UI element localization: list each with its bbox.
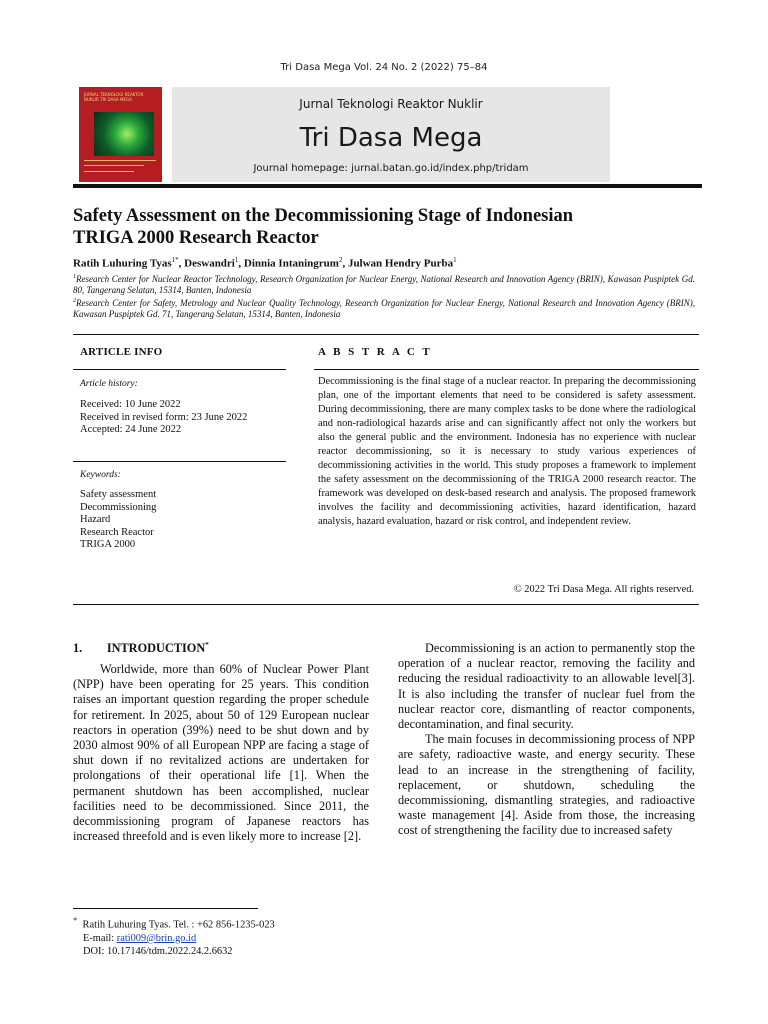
author-name: Dinnia Intaningrum bbox=[243, 257, 339, 270]
body-paragraph: Worldwide, more than 60% of Nuclear Power Plant (NPP) have been operating for 25 years. This condition raises an important question regarding the proper schedule for retirement. In 2025, about 50 of 129 European nuclear reactors in operation (39%) need to be shut down and by 2030 almost 90% of all European NPP are facing a stage of shut down if no revitalized actions are undertaken for prolongations of their operational life [1]. When the permanent shutdown has been accomplished, nuclear facilities need to be decommissioned. Since 2011, the decommissioning program of Japanese reactors has increased threefold and is even likely more to increase [2]. bbox=[73, 662, 369, 844]
doi: DOI: 10.17146/tdm.2022.24.2.6632 bbox=[83, 946, 233, 958]
journal-cover-image bbox=[79, 87, 162, 182]
abstract-text: Decommissioning is the final stage of a nuclear reactor. In preparing the decommissioning plan, one of the important elements that need to be considered is safety assessment. During decommissioning, there are many complex tasks to be done where the radiological and non-radiological hazards arise and can significantly affect not only the workers but also the general public and the environment. Indonesia has no experience with nuclear reactor decommissioning, so it is necessary to study various experiences of decommissioning activities in the world. This study proposes a framework to implement the safety assessment on the decommissioning of the TRIGA 2000 research reactor. The framework was developed on desk-based research and analysis. The proposed framework involves the facility and decommissioning activities, hazard identification, hazard analysis, hazard evaluation, hazard or risk control, and independent review. bbox=[318, 376, 696, 527]
paper-title bbox=[73, 205, 693, 249]
affiliation-text: Research Center for Safety, Metrology and Nuclear Quality Technology, Research Organization for Nuclear Energy, National Research and Innovation Agency (BRIN), Kawasan Puspiptek Gd. 71, Tangerang Selatan, 15314, Banten, Indonesia bbox=[73, 298, 695, 319]
info-divider bbox=[73, 369, 286, 370]
abstract-divider bbox=[314, 369, 699, 370]
author-affiliation-mark: 1* bbox=[171, 256, 179, 264]
history-entry: Received: 10 June 2022 bbox=[80, 399, 181, 410]
article-info-heading: ARTICLE INFO bbox=[80, 346, 163, 358]
author-name: Ratih Luhuring Tyas bbox=[73, 257, 172, 270]
author-list: Ratih Luhuring Tyas$^{1*}$, Deswandri$^1$, Dinnia Intaningrum$^2$, Julwan Hendry Purba$^1$ bbox=[73, 256, 457, 270]
body-paragraph: Decommissioning is an action to permanently stop the operation of a nuclear reactor, removing the facility and reducing the residual radioactivity to an allowable level[3]. It is also including the transfer of nuclear fuel from the nuclear reactor core, dismantling of reactor components, decontamination, and final security. bbox=[398, 641, 695, 732]
author-name: Julwan Hendry Purba bbox=[347, 257, 454, 270]
keywords-label: Keywords: bbox=[80, 470, 121, 480]
author-affiliation-mark: 1 bbox=[453, 256, 457, 264]
keyword: Research Reactor bbox=[80, 526, 154, 538]
author-name: Deswandri bbox=[184, 257, 235, 270]
keyword: Hazard bbox=[80, 514, 111, 526]
journal-homepage[interactable]: Journal homepage: jurnal.batan.go.id/index.php/tridam bbox=[253, 163, 529, 174]
journal-name: Tri Dasa Mega bbox=[299, 123, 483, 153]
paper-title-line: TRIGA 2000 Research Reactor bbox=[73, 228, 319, 248]
cover-divider bbox=[84, 165, 144, 166]
keyword: TRIGA 2000 bbox=[80, 539, 136, 551]
info-divider bbox=[73, 461, 286, 462]
footnote-mark: * bbox=[73, 915, 78, 925]
cover-divider bbox=[84, 171, 134, 172]
email-label: E-mail: bbox=[83, 932, 117, 944]
affiliation-mark: 1 bbox=[73, 274, 76, 280]
introduction-heading-text: 1. INTRODUCTION bbox=[73, 641, 206, 656]
keyword: Decommissioning bbox=[80, 501, 157, 513]
paper-title-line: Safety Assessment on the Decommissioning Stage of Indonesian bbox=[73, 206, 574, 226]
cover-graphic bbox=[94, 112, 154, 156]
keyword: Safety assessment bbox=[80, 489, 157, 500]
affiliation-text: Research Center for Nuclear Reactor Technology, Research Organization for Nuclear Energy, National Research and Innovation Agency (BRIN), Kawasan Puspiptek Gd. 80, Tangerang Selatan, 15314, Banten, Indonesia bbox=[73, 274, 695, 295]
footnote bbox=[73, 914, 275, 959]
affiliation bbox=[73, 272, 695, 296]
header-divider bbox=[73, 184, 702, 188]
journal-citation: Tri Dasa Mega Vol. 24 No. 2 (2022) 75–84 bbox=[280, 62, 488, 73]
history-entry: Received in revised form: 23 June 2022 bbox=[80, 411, 248, 423]
corresponding-author: Ratih Luhuring Tyas. Tel. : +62 856-1235-023 bbox=[82, 919, 275, 931]
footnote-divider bbox=[73, 908, 258, 909]
footnote-mark: * bbox=[205, 641, 209, 649]
author-affiliation-mark: 1 bbox=[234, 256, 239, 264]
body-paragraph: The main focuses in decommissioning process of NPP are safety, radioactive waste, and energy security. These lead to an increase in the strengthening of facility, replacement, or shutdown, scheduling the decommissioning, dismantling strategies, and radioactive waste management [4]. Aside from those, the increasing cost of strengthening the facility due to increased safety bbox=[398, 732, 695, 838]
section-divider bbox=[73, 334, 699, 335]
author-affiliation-mark: 2 bbox=[338, 256, 343, 264]
email-link[interactable]: rati009@brin.go.id bbox=[116, 932, 197, 944]
section-divider bbox=[73, 604, 699, 605]
body-right-column bbox=[398, 641, 695, 839]
copyright-notice: © 2022 Tri Dasa Mega. All rights reserved. bbox=[513, 584, 694, 595]
journal-masthead bbox=[172, 87, 610, 182]
article-history-label: Article history: bbox=[80, 379, 138, 389]
keyword-list bbox=[80, 489, 156, 552]
journal-subtitle: Jurnal Teknologi Reaktor Nuklir bbox=[299, 97, 483, 111]
affiliation bbox=[73, 296, 695, 320]
cover-divider bbox=[84, 160, 156, 161]
abstract-heading: A B S T R A C T bbox=[318, 346, 433, 358]
history-entry: Accepted: 24 June 2022 bbox=[80, 424, 182, 436]
cover-title: JURNAL TEKNOLOGI REAKTOR NUKLIR TRI DASA MEGA bbox=[84, 92, 144, 102]
introduction-heading bbox=[73, 641, 209, 656]
affiliation-mark: 2 bbox=[73, 298, 76, 304]
article-history bbox=[80, 399, 247, 437]
body-left-column bbox=[73, 662, 369, 844]
